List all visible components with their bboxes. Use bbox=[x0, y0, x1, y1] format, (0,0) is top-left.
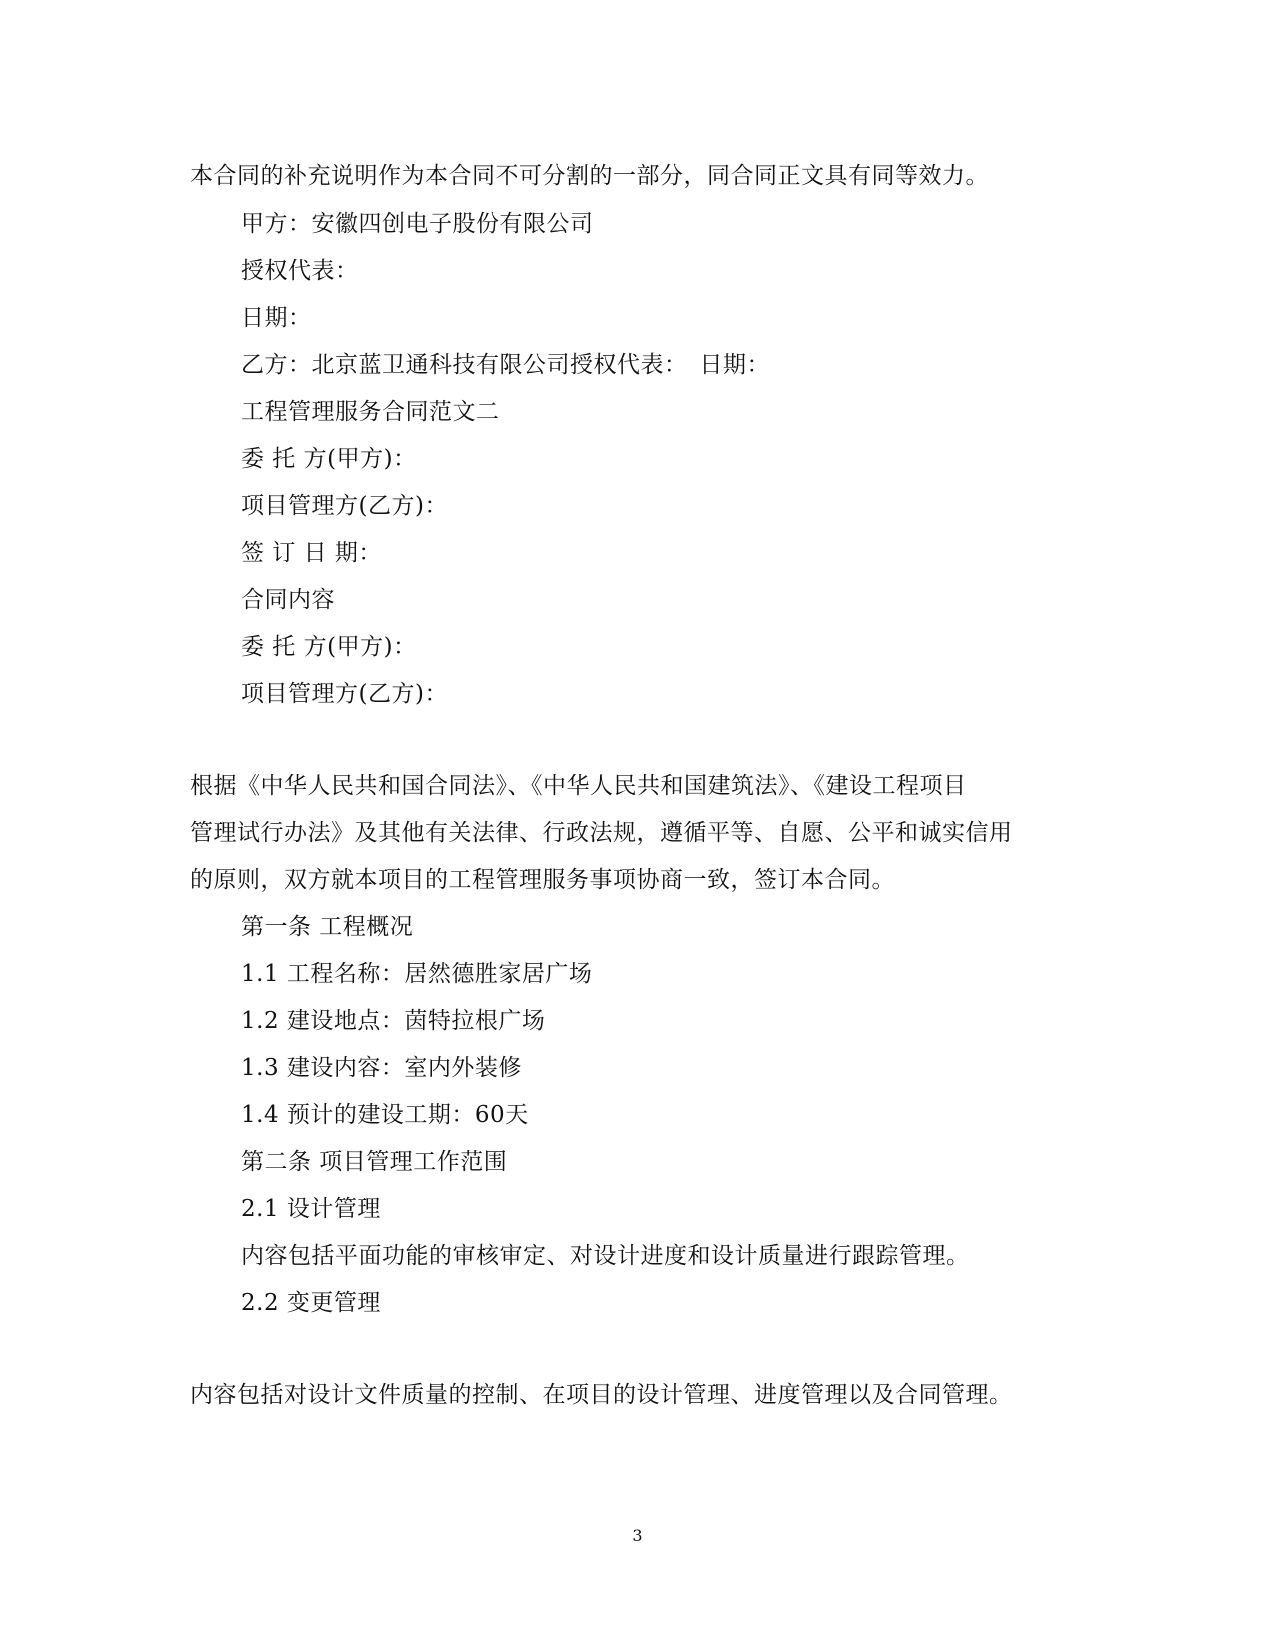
change-management-heading: 2.2 变更管理 bbox=[241, 1290, 381, 1316]
design-management-heading: 2.1 设计管理 bbox=[241, 1196, 381, 1222]
party-a-name: 甲方：安徽四创电子股份有限公司 bbox=[241, 211, 594, 237]
party-b-line: 乙方：北京蓝卫通科技有限公司授权代表： 日期： bbox=[241, 352, 770, 378]
preamble-line-3: 的原则，双方就本项目的工程管理服务事项协商一致，签订本合同。 bbox=[190, 867, 895, 893]
party-a-representative: 授权代表： bbox=[241, 258, 359, 284]
client-label-2: 委 托 方(甲方)： bbox=[241, 634, 417, 660]
project-name: 1.1 工程名称：居然德胜家居广场 bbox=[241, 961, 593, 987]
change-management-text: 内容包括对设计文件质量的控制、在项目的设计管理、进度管理以及合同管理。 bbox=[190, 1382, 1013, 1408]
project-location: 1.2 建设地点：茵特拉根广场 bbox=[241, 1008, 546, 1034]
preamble-line-2: 管理试行办法》及其他有关法律、行政法规，遵循平等、自愿、公平和诚实信用 bbox=[190, 820, 1013, 846]
signing-date-label: 签 订 日 期： bbox=[241, 540, 382, 566]
design-management-text: 内容包括平面功能的审核审定、对设计进度和设计质量进行跟踪管理。 bbox=[241, 1243, 970, 1269]
project-content: 1.3 建设内容：室内外装修 bbox=[241, 1055, 522, 1081]
supplement-clause: 本合同的补充说明作为本合同不可分割的一部分，同合同正文具有同等效力。 bbox=[190, 163, 989, 189]
client-label: 委 托 方(甲方)： bbox=[241, 446, 417, 472]
preamble-line-1: 根据《中华人民共和国合同法》、《中华人民共和国建筑法》、《建设工程项目 bbox=[190, 773, 967, 799]
project-duration: 1.4 预计的建设工期：60天 bbox=[241, 1102, 529, 1128]
article-two-heading: 第二条 项目管理工作范围 bbox=[241, 1149, 508, 1175]
article-one-heading: 第一条 工程概况 bbox=[241, 914, 414, 940]
contract-title-two: 工程管理服务合同范文二 bbox=[241, 399, 500, 425]
page-number: 3 bbox=[632, 1526, 643, 1545]
manager-label: 项目管理方(乙方)： bbox=[241, 493, 448, 519]
party-a-date: 日期： bbox=[241, 305, 312, 331]
manager-label-2: 项目管理方(乙方)： bbox=[241, 681, 448, 707]
contract-content-heading: 合同内容 bbox=[241, 587, 335, 613]
